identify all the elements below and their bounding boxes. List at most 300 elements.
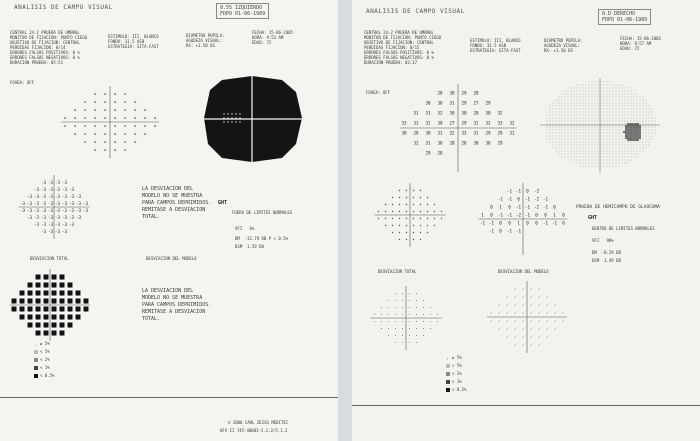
blind-spot-mark xyxy=(227,113,228,114)
grayscale-dot xyxy=(643,127,644,128)
threshold-value: 30 xyxy=(425,100,431,106)
pattern-deviation-value: 0 xyxy=(544,212,547,218)
right-total-deviation-values xyxy=(370,180,450,250)
grayscale-dot xyxy=(571,112,572,113)
grayscale-dot xyxy=(637,106,638,107)
legend-symbol-icon xyxy=(446,364,450,368)
grayscale-dot xyxy=(631,103,632,104)
total-deviation-dot xyxy=(427,204,428,205)
grayscale-dot xyxy=(595,85,596,86)
grayscale-dot xyxy=(592,127,593,128)
grayscale-dot xyxy=(592,94,593,95)
right-total-deviation-title: DESVIACION TOTAL xyxy=(378,269,417,274)
right-probability-legend xyxy=(446,354,466,394)
grayscale-dot xyxy=(619,112,620,113)
grayscale-dot xyxy=(604,124,605,125)
blind-spot-dot xyxy=(633,123,635,125)
grayscale-dot xyxy=(553,109,554,110)
pattern-deviation-value: 1 xyxy=(517,220,520,226)
grayscale-dot xyxy=(643,142,644,143)
grayscale-dot xyxy=(622,157,623,158)
grayscale-dot xyxy=(646,136,647,137)
threshold-value: 31 xyxy=(425,140,431,146)
grayscale-dot xyxy=(628,94,629,95)
probability-dot xyxy=(437,314,438,315)
grayscale-dot xyxy=(610,133,611,134)
grayscale-dot xyxy=(565,91,566,92)
left-legend-item xyxy=(34,356,54,364)
probability-dot xyxy=(416,307,417,308)
left-param-line: ERRORES FALSOS POSITIVOS: 0 % xyxy=(10,50,80,55)
right-param-line: DURACION PRUEBA: 03:17 xyxy=(364,60,417,65)
grayscale-dot xyxy=(568,142,569,143)
grayscale-dot xyxy=(580,163,581,164)
pattern-deviation-value: -2 xyxy=(515,212,522,218)
probability-dot xyxy=(409,314,410,315)
grayscale-dot xyxy=(610,130,611,131)
grayscale-dot xyxy=(625,106,626,107)
right-pattern-deviation-values xyxy=(478,180,568,258)
grayscale-dot xyxy=(622,154,623,155)
pattern-deviation-value: -1 xyxy=(515,228,522,234)
grayscale-dot xyxy=(568,118,569,119)
grayscale-dot xyxy=(571,124,572,125)
grayscale-dot xyxy=(589,85,590,86)
grayscale-dot xyxy=(589,148,590,149)
probability-dot xyxy=(499,313,500,314)
right-psd-label: DSM xyxy=(592,258,600,263)
grayscale-dot xyxy=(583,151,584,152)
pattern-deviation-value: 0 xyxy=(499,220,502,226)
grayscale-dot xyxy=(559,106,560,107)
grayscale-dot xyxy=(577,160,578,161)
blind-spot-dot xyxy=(627,131,629,133)
grayscale-dot xyxy=(619,97,620,98)
pattern-deviation-value: -1 xyxy=(551,220,558,226)
grayscale-dot xyxy=(604,151,605,152)
threshold-mark: < xyxy=(143,131,147,137)
pattern-deviation-value: 0 xyxy=(508,220,511,226)
grayscale-dot xyxy=(640,121,641,122)
grayscale-dot xyxy=(625,100,626,101)
grayscale-dot xyxy=(607,109,608,110)
grayscale-dot xyxy=(595,112,596,113)
grayscale-dot xyxy=(592,106,593,107)
grayscale-dot xyxy=(616,124,617,125)
probability-dot xyxy=(507,305,508,306)
grayscale-dot xyxy=(583,88,584,89)
probability-square xyxy=(20,291,25,296)
blind-spot-dot xyxy=(629,127,631,129)
threshold-value: 31 xyxy=(473,130,479,136)
blind-spot-dot xyxy=(631,129,633,131)
grayscale-dot xyxy=(640,112,641,113)
grayscale-dot xyxy=(574,103,575,104)
threshold-value: 28 xyxy=(437,90,443,96)
grayscale-dot xyxy=(592,115,593,116)
grayscale-dot xyxy=(613,91,614,92)
grayscale-dot xyxy=(619,91,620,92)
threshold-value: 29 xyxy=(461,90,467,96)
grayscale-dot xyxy=(655,118,656,119)
grayscale-dot xyxy=(550,136,551,137)
probability-dot xyxy=(416,293,417,294)
pattern-deviation-value: -1 xyxy=(488,220,495,226)
right-legend-item xyxy=(446,378,466,386)
grayscale-dot xyxy=(577,154,578,155)
probability-square xyxy=(52,299,57,304)
grayscale-dot xyxy=(598,142,599,143)
grayscale-dot xyxy=(589,91,590,92)
grayscale-dot xyxy=(598,100,599,101)
blind-spot-mark xyxy=(239,117,240,118)
pattern-deviation-value: -1 xyxy=(542,220,549,226)
grayscale-dot xyxy=(577,91,578,92)
blind-spot-dot xyxy=(633,127,635,129)
grayscale-dot xyxy=(616,88,617,89)
grayscale-dot xyxy=(562,100,563,101)
threshold-mark: < xyxy=(93,123,97,129)
grayscale-dot xyxy=(553,118,554,119)
grayscale-dot xyxy=(625,118,626,119)
grayscale-dot xyxy=(571,106,572,107)
legend-label: < 2% xyxy=(452,371,462,376)
pattern-deviation-value: 0 xyxy=(535,212,538,218)
left-footer-divider xyxy=(0,397,338,398)
probability-dot xyxy=(402,342,403,343)
grayscale-dot xyxy=(601,136,602,137)
grayscale-dot xyxy=(559,148,560,149)
grayscale-dot xyxy=(634,112,635,113)
blind-spot-dot xyxy=(635,131,637,133)
grayscale-dot xyxy=(547,121,548,122)
total-deviation-dot xyxy=(427,197,428,198)
threshold-value: 31 xyxy=(473,120,479,126)
left-psd-value: 1.59 DB xyxy=(247,244,264,249)
right-param-line: ERRORES FALSOS POSITIVOS: 0 % xyxy=(364,50,434,55)
grayscale-dot xyxy=(619,139,620,140)
left-stimulus-line: ESTIMULO: III, BLANCO xyxy=(108,34,159,39)
threshold-mark: < xyxy=(103,91,107,97)
grayscale-dot xyxy=(601,148,602,149)
grayscale-dot xyxy=(568,145,569,146)
grayscale-dot xyxy=(562,103,563,104)
probability-square xyxy=(52,283,57,288)
grayscale-dot xyxy=(607,97,608,98)
left-note-line: MODELO NO SE MUESTRA xyxy=(142,193,203,199)
grayscale-dot xyxy=(550,115,551,116)
total-deviation-value: -3 xyxy=(61,222,68,227)
grayscale-dot xyxy=(577,157,578,158)
threshold-mark: < xyxy=(113,99,117,105)
grayscale-dot xyxy=(622,121,623,122)
total-deviation-dot xyxy=(420,197,421,198)
grayscale-dot xyxy=(574,94,575,95)
grayscale-dot xyxy=(565,103,566,104)
threshold-value: 30 xyxy=(449,90,455,96)
grayscale-dot xyxy=(589,127,590,128)
grayscale-dot xyxy=(556,151,557,152)
grayscale-dot xyxy=(553,103,554,104)
grayscale-dot xyxy=(643,133,644,134)
legend-symbol-icon xyxy=(446,372,450,376)
grayscale-dot xyxy=(655,121,656,122)
total-deviation-value: -3 xyxy=(26,208,33,213)
grayscale-dot xyxy=(646,145,647,146)
right-threshold-values-plot xyxy=(392,82,522,174)
grayscale-dot xyxy=(607,163,608,164)
grayscale-dot xyxy=(652,115,653,116)
grayscale-dot xyxy=(586,109,587,110)
probability-dot xyxy=(539,337,540,338)
grayscale-dot xyxy=(574,100,575,101)
grayscale-dot xyxy=(568,97,569,98)
pattern-deviation-value: -1 xyxy=(524,212,531,218)
grayscale-dot xyxy=(616,166,617,167)
pattern-deviation-value: 1 xyxy=(481,212,484,218)
grayscale-dot xyxy=(601,142,602,143)
grayscale-dot xyxy=(574,139,575,140)
grayscale-dot xyxy=(565,130,566,131)
left-ght-value: FUERA DE LIMITES NORMALES xyxy=(232,210,293,215)
blind-spot-dot xyxy=(629,125,631,127)
grayscale-dot xyxy=(643,130,644,131)
grayscale-dot xyxy=(604,115,605,116)
total-deviation-value: -3 xyxy=(68,201,75,206)
probability-square xyxy=(12,299,17,304)
grayscale-dot xyxy=(625,121,626,122)
grayscale-dot xyxy=(583,103,584,104)
threshold-value: 32 xyxy=(485,120,491,126)
grayscale-dot xyxy=(622,85,623,86)
grayscale-dot xyxy=(598,160,599,161)
grayscale-dot xyxy=(628,154,629,155)
grayscale-dot xyxy=(652,133,653,134)
blind-spot-mark xyxy=(227,117,228,118)
grayscale-dot xyxy=(568,124,569,125)
grayscale-dot xyxy=(553,139,554,140)
total-deviation-value: -3 xyxy=(75,201,82,206)
probability-dot xyxy=(499,329,500,330)
grayscale-dot xyxy=(598,133,599,134)
grayscale-dot xyxy=(565,142,566,143)
grayscale-dot xyxy=(640,118,641,119)
grayscale-dot xyxy=(568,109,569,110)
grayscale-dot xyxy=(583,124,584,125)
grayscale-dot xyxy=(607,124,608,125)
grayscale-dot xyxy=(649,121,650,122)
probability-dot xyxy=(539,305,540,306)
grayscale-dot xyxy=(631,91,632,92)
grayscale-dot xyxy=(568,136,569,137)
grayscale-dot xyxy=(613,121,614,122)
grayscale-dot xyxy=(649,130,650,131)
grayscale-dot xyxy=(559,139,560,140)
threshold-mark: < xyxy=(153,123,157,129)
grayscale-dot xyxy=(598,88,599,89)
grayscale-dot xyxy=(640,151,641,152)
total-deviation-value: -3 xyxy=(82,201,89,206)
grayscale-dot xyxy=(634,118,635,119)
probability-square xyxy=(44,331,49,336)
grayscale-dot xyxy=(610,94,611,95)
blind-spot-dot xyxy=(625,127,627,129)
grayscale-dot xyxy=(610,124,611,125)
probability-dot xyxy=(547,313,548,314)
total-deviation-dot xyxy=(434,211,435,212)
probability-dot xyxy=(423,328,424,329)
grayscale-dot xyxy=(610,139,611,140)
grayscale-dot xyxy=(553,148,554,149)
grayscale-dot xyxy=(559,142,560,143)
grayscale-dot xyxy=(598,121,599,122)
grayscale-dot xyxy=(580,139,581,140)
total-deviation-value: -3 xyxy=(61,201,68,206)
grayscale-dot xyxy=(592,82,593,83)
grayscale-dot xyxy=(616,139,617,140)
probability-square xyxy=(60,307,65,312)
left-note-line: PARA CAMPOS DEPRIMIDOS. xyxy=(142,302,212,308)
probability-dot xyxy=(395,321,396,322)
grayscale-dot xyxy=(589,88,590,89)
grayscale-dot xyxy=(601,88,602,89)
grayscale-dot xyxy=(613,97,614,98)
grayscale-dot xyxy=(550,109,551,110)
blind-spot-dot xyxy=(627,125,629,127)
grayscale-dot xyxy=(607,127,608,128)
left-date-line: FECHA: 15-06-2005 xyxy=(252,30,293,35)
grayscale-dot xyxy=(556,145,557,146)
grayscale-dot xyxy=(547,130,548,131)
probability-square xyxy=(60,299,65,304)
grayscale-dot xyxy=(592,88,593,89)
left-note-line: REMITASE A DESVIACION xyxy=(142,309,206,315)
blind-spot-mark xyxy=(223,113,224,114)
grayscale-dot xyxy=(568,151,569,152)
grayscale-dot xyxy=(592,148,593,149)
total-deviation-dot xyxy=(385,218,386,219)
grayscale-dot xyxy=(604,121,605,122)
probability-dot xyxy=(423,335,424,336)
total-deviation-value: -3 xyxy=(61,208,68,213)
blind-spot-dot xyxy=(637,137,639,139)
total-deviation-dot xyxy=(392,211,393,212)
grayscale-dot xyxy=(625,145,626,146)
probability-dot xyxy=(416,342,417,343)
probability-square xyxy=(52,323,57,328)
threshold-mark: < xyxy=(73,123,77,129)
probability-dot xyxy=(555,329,556,330)
grayscale-dot xyxy=(619,118,620,119)
grayscale-dot xyxy=(598,154,599,155)
left-psd-label: DSM xyxy=(235,244,243,249)
grayscale-dot xyxy=(619,166,620,167)
probability-dot xyxy=(416,314,417,315)
grayscale-dot xyxy=(604,88,605,89)
grayscale-dot xyxy=(601,82,602,83)
grayscale-dot xyxy=(580,133,581,134)
probability-dot xyxy=(515,305,516,306)
blind-spot-dot xyxy=(637,135,639,137)
grayscale-dot xyxy=(550,118,551,119)
grayscale-dot xyxy=(559,115,560,116)
left-eye-label: 0.55 IZQUIERDO xyxy=(220,5,263,11)
grayscale-dot xyxy=(580,160,581,161)
blind-spot-dot xyxy=(633,129,635,131)
pattern-deviation-value: 0 xyxy=(526,220,529,226)
threshold-mark: < xyxy=(113,107,117,113)
grayscale-dot xyxy=(583,91,584,92)
pattern-deviation-value: -2 xyxy=(533,196,540,202)
grayscale-dot xyxy=(622,130,623,131)
grayscale-dot xyxy=(628,148,629,149)
grayscale-dot xyxy=(586,94,587,95)
grayscale-dot xyxy=(586,163,587,164)
grayscale-dot xyxy=(640,109,641,110)
left-legend-item xyxy=(34,340,54,348)
grayscale-dot xyxy=(598,136,599,137)
grayscale-dot xyxy=(646,106,647,107)
grayscale-dot xyxy=(586,100,587,101)
grayscale-dot xyxy=(643,121,644,122)
total-deviation-dot xyxy=(427,232,428,233)
grayscale-dot xyxy=(577,100,578,101)
right-param-line: ERRORES FALSOS NEGATIVOS: 0 % xyxy=(364,55,434,60)
grayscale-dot xyxy=(646,130,647,131)
probability-dot xyxy=(409,342,410,343)
grayscale-dot xyxy=(586,148,587,149)
blind-spot-dot xyxy=(637,127,639,129)
grayscale-dot xyxy=(574,88,575,89)
probability-dot xyxy=(523,297,524,298)
grayscale-dot xyxy=(604,145,605,146)
grayscale-dot xyxy=(565,133,566,134)
grayscale-dot xyxy=(574,142,575,143)
grayscale-dot xyxy=(550,142,551,143)
grayscale-dot xyxy=(649,133,650,134)
grayscale-dot xyxy=(583,139,584,140)
probability-dot xyxy=(430,307,431,308)
grayscale-dot xyxy=(559,121,560,122)
probability-dot xyxy=(547,305,548,306)
probability-dot xyxy=(416,335,417,336)
grayscale-dot xyxy=(577,145,578,146)
grayscale-dot xyxy=(592,130,593,131)
grayscale-dot xyxy=(568,130,569,131)
pattern-deviation-value: -2 xyxy=(533,204,540,210)
probability-square xyxy=(60,331,65,336)
threshold-mark: < xyxy=(123,139,127,145)
total-deviation-value: -3 xyxy=(33,187,40,192)
grayscale-dot xyxy=(613,163,614,164)
probability-square xyxy=(12,307,17,312)
right-eye-date: FDPO 01-06-1989 xyxy=(602,17,648,23)
probability-dot xyxy=(381,328,382,329)
blind-spot-dot xyxy=(631,137,633,139)
grayscale-dot xyxy=(613,133,614,134)
probability-dot xyxy=(388,328,389,329)
blind-spot-dot xyxy=(627,129,629,131)
blind-spot-dot xyxy=(635,135,637,137)
grayscale-dot xyxy=(646,112,647,113)
grayscale-dot xyxy=(640,97,641,98)
threshold-mark: < xyxy=(143,123,147,129)
grayscale-dot xyxy=(610,145,611,146)
grayscale-dot xyxy=(559,97,560,98)
grayscale-dot xyxy=(601,124,602,125)
left-threshold-values-plot xyxy=(50,82,170,162)
grayscale-dot xyxy=(637,97,638,98)
